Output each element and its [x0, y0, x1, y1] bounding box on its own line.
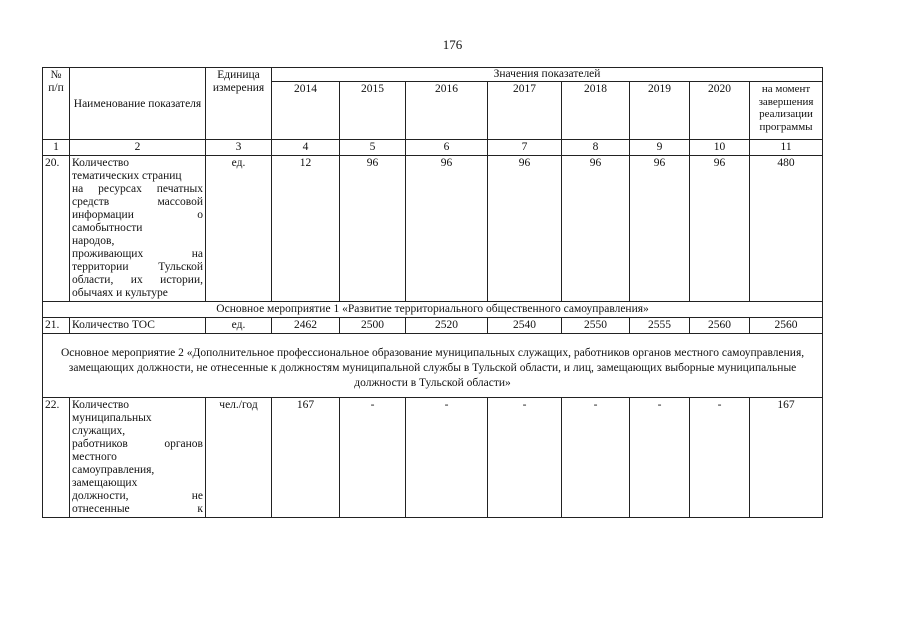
value-cell: 96 [562, 156, 630, 302]
indicator-name-line: работников органов [72, 438, 203, 450]
value-cell: 12 [272, 156, 340, 302]
indicator-name-line: области, их истории, [72, 274, 203, 286]
header-num [43, 68, 70, 140]
value-cell: - [562, 398, 630, 518]
value-cell: 96 [630, 156, 690, 302]
section-title: Основное мероприятие 1 «Развитие территориального общественного самоуправления» [43, 302, 823, 318]
value-cell: 2560 [690, 318, 750, 334]
column-number: 3 [206, 140, 272, 156]
section-title: Основное мероприятие 2 «Дополнительное профессиональное образование муниципальных служащих, работников органов местного самоуправления, замещающих должности, не отнесенные к должностям муниципальной службы в Тульской области, и лиц, замещающих выборные муниципальные должности в Тульской области» [43, 334, 823, 398]
row-number: 20. [43, 156, 70, 302]
row-number: 22. [43, 398, 70, 518]
header-year: 2017 [488, 82, 562, 140]
value-cell: 96 [406, 156, 488, 302]
indicator-name [70, 398, 206, 518]
table-row-22 [43, 398, 823, 518]
value-cell: 2540 [488, 318, 562, 334]
indicator-name-line: народов, [72, 235, 115, 247]
column-number: 7 [488, 140, 562, 156]
column-number: 6 [406, 140, 488, 156]
column-number: 4 [272, 140, 340, 156]
column-number: 5 [340, 140, 406, 156]
header-year: 2016 [406, 82, 488, 140]
header-year: 2020 [690, 82, 750, 140]
indicator-name-line: информации о [72, 209, 203, 221]
column-number: 1 [43, 140, 70, 156]
value-cell: - [340, 398, 406, 518]
indicator-name-line: Количество [72, 157, 129, 169]
header-final-value [750, 82, 823, 140]
indicator-name-line: самоуправления, [72, 464, 155, 476]
value-cell: 2560 [750, 318, 823, 334]
indicator-name-line: тематических страниц [72, 170, 182, 182]
indicator-name-line: служащих, [72, 425, 126, 437]
header-num-line1: № [50, 69, 62, 81]
unit-cell: ед. [206, 318, 272, 334]
page-number: 176 [442, 37, 463, 52]
value-cell: 96 [488, 156, 562, 302]
value-cell: - [406, 398, 488, 518]
header-values-group: Значения показателей [272, 68, 823, 82]
indicator-name-line: на ресурсах печатных [72, 183, 203, 195]
header-year: 2018 [562, 82, 630, 140]
row-number: 21. [43, 318, 70, 334]
value-cell: 167 [272, 398, 340, 518]
indicator-name-line: муниципальных [72, 412, 152, 424]
header-year: 2014 [272, 82, 340, 140]
indicators-table [42, 67, 823, 518]
column-number: 8 [562, 140, 630, 156]
indicator-name-line: средств массовой [72, 196, 203, 208]
unit-cell: ед. [206, 156, 272, 302]
indicator-name-line: проживающих на [72, 248, 203, 260]
section-row-1 [43, 302, 823, 318]
table-row-20 [43, 156, 823, 302]
header-indicator-name: Наименование показателя [70, 68, 206, 140]
indicator-name-line: местного [72, 451, 117, 463]
column-number: 11 [750, 140, 823, 156]
indicator-name-line: самобытности [72, 222, 143, 234]
header-year: 2015 [340, 82, 406, 140]
value-cell: 167 [750, 398, 823, 518]
value-cell: 2500 [340, 318, 406, 334]
column-number: 2 [70, 140, 206, 156]
value-cell: - [630, 398, 690, 518]
header-final-line: реализации [759, 108, 813, 120]
indicator-name-line: замещающих [72, 477, 138, 489]
indicator-name-line: территории Тульской [72, 261, 203, 273]
value-cell: - [690, 398, 750, 518]
header-final-line: программы [759, 120, 813, 133]
value-cell: 96 [690, 156, 750, 302]
value-cell: 480 [750, 156, 823, 302]
header-num-line2: п/п [48, 82, 64, 94]
table-row-21 [43, 318, 823, 334]
header-row-1 [43, 68, 823, 82]
indicator-name-line: должности, не [72, 490, 203, 502]
column-numbers-row [43, 140, 823, 156]
indicator-name-line: обычаях и культуре [72, 287, 168, 299]
indicator-name-line: отнесенные к [72, 503, 203, 515]
value-cell: 2520 [406, 318, 488, 334]
value-cell: 2462 [272, 318, 340, 334]
value-cell: 2550 [562, 318, 630, 334]
value-cell: - [488, 398, 562, 518]
column-number: 9 [630, 140, 690, 156]
indicator-name: Количество ТОС [70, 318, 206, 334]
header-final-line: завершения [758, 95, 814, 108]
header-year: 2019 [630, 82, 690, 140]
indicator-name [70, 156, 206, 302]
value-cell: 96 [340, 156, 406, 302]
unit-cell: чел./год [206, 398, 272, 518]
indicator-name-line: Количество [72, 399, 129, 411]
header-unit: Единица измерения [206, 68, 272, 140]
header-final-line: на момент [761, 83, 811, 95]
value-cell: 2555 [630, 318, 690, 334]
section-row-2 [43, 334, 823, 398]
column-number: 10 [690, 140, 750, 156]
